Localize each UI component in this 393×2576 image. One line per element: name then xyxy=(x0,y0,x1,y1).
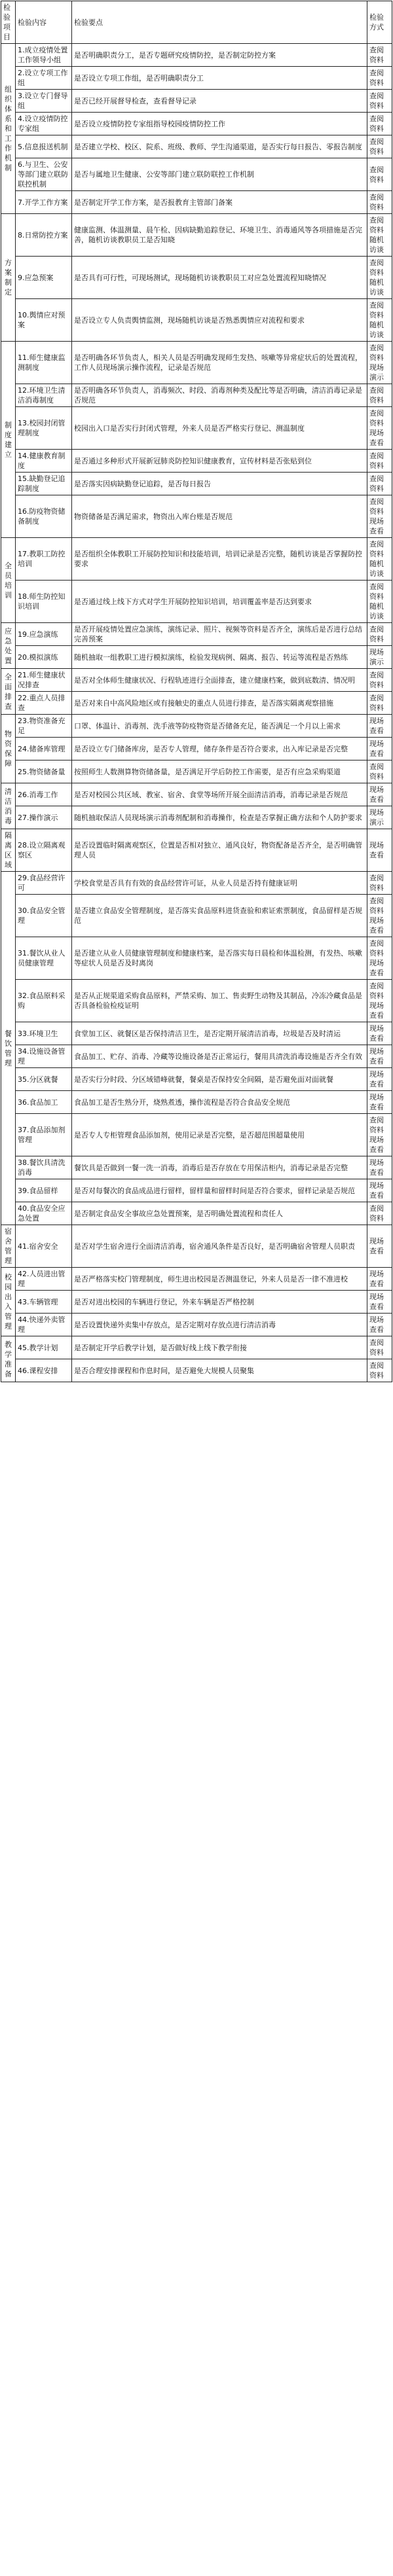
method-cell: 现场演示 xyxy=(367,806,392,829)
method-cell: 查阅资料现场查看 xyxy=(367,895,392,937)
item-cell: 6.与卫生、公安等部门建立联防联控机制 xyxy=(16,158,72,191)
table-row xyxy=(1,646,392,669)
method-cell: 查阅资料 xyxy=(367,158,392,191)
method-cell: 查阅资料 xyxy=(367,135,392,158)
method-cell: 现场查看 xyxy=(367,1022,392,1045)
table-row xyxy=(1,1179,392,1202)
table-row xyxy=(1,623,392,646)
table-row xyxy=(1,895,392,937)
item-cell: 16.防疫物资储备制度 xyxy=(16,495,72,538)
method-cell: 查阅资料 xyxy=(367,44,392,67)
point-cell: 随机抽取保洁人员现场演示消毒剂配制和消毒操作，检查是否掌握正确方法和个人防护要求 xyxy=(72,806,367,829)
method-cell: 现场查看 xyxy=(367,1291,392,1314)
method-cell: 现场查看 xyxy=(367,1268,392,1291)
item-cell: 19.应急演练 xyxy=(16,623,72,646)
item-cell: 29.食品经营许可 xyxy=(16,872,72,895)
point-cell: 餐饮具是否做到一餐一洗一消毒，消毒后是否存放在专用保洁柜内，消毒记录是否完整 xyxy=(72,1156,367,1179)
point-cell: 健康监测、体温测量、晨午检、因病缺勤追踪登记、环境卫生、消毒通风等各项措施是否完善，随机访谈教职员工是否知晓 xyxy=(72,214,367,257)
item-cell: 21.师生健康状况排查 xyxy=(16,669,72,692)
table-row xyxy=(1,715,392,738)
point-cell: 是否设置快递外卖集中存放点，是否定期对存放点进行清洁消毒 xyxy=(72,1314,367,1336)
point-cell: 校园出入口是否实行封闭式管理，外来人员是否严格实行登记、测温制度 xyxy=(72,407,367,450)
item-cell: 33.环境卫生 xyxy=(16,1022,72,1045)
table-row xyxy=(1,692,392,715)
item-cell: 1.成立疫情处置工作领导小组 xyxy=(16,44,72,67)
table-row xyxy=(1,214,392,257)
point-cell: 是否专人专柜管理食品添加剂，使用记录是否完整，是否超范围超量使用 xyxy=(72,1114,367,1156)
header-row xyxy=(1,1,392,44)
point-cell: 是否对全体师生健康状况、行程轨迹进行全面排查，建立健康档案，做到底数清、情况明 xyxy=(72,669,367,692)
table-row xyxy=(1,384,392,407)
point-cell: 是否制定食品安全事故应急处置预案，是否明确处置流程和责任人 xyxy=(72,1202,367,1225)
method-cell: 现场查看 xyxy=(367,1179,392,1202)
method-cell: 查阅资料随机访谈 xyxy=(367,257,392,299)
table-row xyxy=(1,581,392,623)
table-row xyxy=(1,669,392,692)
method-cell: 现场查看 xyxy=(367,829,392,872)
category-cell: 制度建立 xyxy=(1,342,16,538)
point-cell: 是否对来自中高风险地区或有接触史的重点人员进行排查，是否落实隔离观察措施 xyxy=(72,692,367,715)
table-row xyxy=(1,738,392,760)
point-cell: 是否实行分时段、分区域错峰就餐，餐桌是否保持安全间隔，是否避免面对面就餐 xyxy=(72,1068,367,1091)
point-cell: 是否落实因病缺勤登记追踪，是否每日报告 xyxy=(72,473,367,495)
method-cell: 查阅资料 xyxy=(367,872,392,895)
item-cell: 9.应急预案 xyxy=(16,257,72,299)
item-cell: 36.食品加工 xyxy=(16,1091,72,1114)
table-row xyxy=(1,90,392,113)
point-cell: 是否对校园公共区域、教室、宿舍、食堂等场所开展全面清洁消毒，消毒记录是否规范 xyxy=(72,783,367,806)
item-cell: 8.日常防控方案 xyxy=(16,214,72,257)
table-row xyxy=(1,1268,392,1291)
method-cell: 查阅资料现场演示 xyxy=(367,342,392,384)
method-cell: 查阅资料现场查看 xyxy=(367,937,392,980)
table-row xyxy=(1,342,392,384)
point-cell: 是否明确各环节负责人，消毒频次、时段、消毒剂种类及配比等是否明确，清洁消毒记录是否规范 xyxy=(72,384,367,407)
method-cell: 查阅资料随机访谈 xyxy=(367,214,392,257)
method-cell: 查阅资料 xyxy=(367,67,392,90)
item-cell: 42.人员进出管理 xyxy=(16,1268,72,1291)
item-cell: 20.模拟演练 xyxy=(16,646,72,669)
point-cell: 是否设立疫情防控专家组指导校园疫情防控工作 xyxy=(72,113,367,135)
method-cell: 查阅资料 xyxy=(367,1336,392,1359)
method-cell: 现场查看 xyxy=(367,1068,392,1091)
item-cell: 46.课程安排 xyxy=(16,1359,72,1382)
point-cell: 是否对学生宿舍进行全面清洁消毒，宿舍通风条件是否良好，是否明确宿舍管理人员职责 xyxy=(72,1225,367,1268)
table-row xyxy=(1,299,392,342)
point-cell: 食品加工、贮存、消毒、冷藏等设施设备是否正常运行，餐用具清洗消毒设施是否齐全有效 xyxy=(72,1045,367,1068)
point-cell: 是否建立食品安全管理制度，是否落实食品原料进货查验和索证索票制度，食品留样是否规范 xyxy=(72,895,367,937)
point-cell: 是否对进出校园的车辆进行登记，外来车辆是否严格控制 xyxy=(72,1291,367,1314)
table-row xyxy=(1,191,392,214)
point-cell: 是否已经开展督导检查，查看督导记录 xyxy=(72,90,367,113)
method-cell: 现场查看 xyxy=(367,1225,392,1268)
item-cell: 30.食品安全管理 xyxy=(16,895,72,937)
method-cell: 查阅资料现场查看 xyxy=(367,980,392,1022)
method-cell: 查阅资料 xyxy=(367,90,392,113)
point-cell: 口罩、体温计、消毒剂、洗手液等防疫物资是否储备充足，能否满足一个月以上需求 xyxy=(72,715,367,738)
point-cell: 是否组织全体教职工开展防控知识和技能培训，培训记录是否完整，随机访谈是否掌握防控要求 xyxy=(72,538,367,581)
method-cell: 现场演示 xyxy=(367,646,392,669)
method-cell: 查阅资料 xyxy=(367,669,392,692)
item-cell: 15.缺勤登记追踪制度 xyxy=(16,473,72,495)
item-cell: 17.教职工防控培训 xyxy=(16,538,72,581)
table-row xyxy=(1,1291,392,1314)
item-cell: 22.重点人员排查 xyxy=(16,692,72,715)
table-row xyxy=(1,158,392,191)
table-row xyxy=(1,1045,392,1068)
header-item: 检验内容 xyxy=(16,1,72,44)
method-cell: 查阅资料 xyxy=(367,191,392,214)
point-cell: 是否通过多种形式开展新冠肺炎防控知识健康教育，宣传材料是否张贴到位 xyxy=(72,450,367,473)
item-cell: 40.食品安全应急处置 xyxy=(16,1202,72,1225)
method-cell: 查阅资料 xyxy=(367,760,392,783)
method-cell: 查阅资料随机访谈 xyxy=(367,299,392,342)
item-cell: 4.设立疫情防控专家组 xyxy=(16,113,72,135)
point-cell: 是否通过线上线下方式对学生开展防控知识培训，培训覆盖率是否达到要求 xyxy=(72,581,367,623)
item-cell: 14.健康教育制度 xyxy=(16,450,72,473)
table-row xyxy=(1,1314,392,1336)
point-cell: 是否制定开学后教学计划，是否做好线上线下教学衔接 xyxy=(72,1336,367,1359)
item-cell: 23.物资准备充足 xyxy=(16,715,72,738)
method-cell: 现场查看 xyxy=(367,738,392,760)
point-cell: 是否明确各环节负责人，相关人员是否明确发现师生发热、咳嗽等异常症状后的处置流程，工作人员现场演示操作流程，记录是否规范 xyxy=(72,342,367,384)
table-row xyxy=(1,760,392,783)
method-cell: 查阅资料随机访谈 xyxy=(367,538,392,581)
item-cell: 41.宿舍安全 xyxy=(16,1225,72,1268)
inspection-table xyxy=(1,1,392,1382)
header-point: 检验要点 xyxy=(72,1,367,44)
table-row xyxy=(1,257,392,299)
category-cell: 餐饮管理 xyxy=(1,872,16,1225)
table-body xyxy=(1,44,392,1382)
item-cell: 39.食品留样 xyxy=(16,1179,72,1202)
method-cell: 查阅资料随机访谈 xyxy=(367,581,392,623)
category-cell: 全面排查 xyxy=(1,669,16,715)
table-row xyxy=(1,113,392,135)
item-cell: 35.分区就餐 xyxy=(16,1068,72,1091)
table-row xyxy=(1,1022,392,1045)
table-row xyxy=(1,538,392,581)
item-cell: 43.车辆管理 xyxy=(16,1291,72,1314)
table-row xyxy=(1,1156,392,1179)
point-cell: 是否对每餐次的食品成品进行留样，留样量和留样时间是否符合要求，留样记录是否规范 xyxy=(72,1179,367,1202)
table-row xyxy=(1,135,392,158)
table-row xyxy=(1,937,392,980)
point-cell: 随机抽取一组教职工进行模拟演练，检验发现病例、隔离、报告、转运等流程是否熟练 xyxy=(72,646,367,669)
point-cell: 是否建立学校、校区、院系、班级、教师、学生沟通渠道，是否实行每日报告、零报告制度 xyxy=(72,135,367,158)
table-row xyxy=(1,829,392,872)
point-cell: 是否与属地卫生健康、公安等部门建立联防联控工作机制 xyxy=(72,158,367,191)
table-row xyxy=(1,450,392,473)
method-cell: 查阅资料现场查看 xyxy=(367,1114,392,1156)
method-cell: 现场查看 xyxy=(367,715,392,738)
method-cell: 查阅资料现场查看 xyxy=(367,495,392,538)
point-cell: 学校食堂是否具有有效的食品经营许可证，从业人员是否持有健康证明 xyxy=(72,872,367,895)
point-cell: 食品加工是否生熟分开，烧熟煮透，操作流程是否符合食品安全规范 xyxy=(72,1091,367,1114)
method-cell: 现场查看 xyxy=(367,1045,392,1068)
table-row xyxy=(1,67,392,90)
point-cell: 食堂加工区、就餐区是否保持清洁卫生，是否定期开展清洁消毒，垃圾是否及时清运 xyxy=(72,1022,367,1045)
method-cell: 查阅资料 xyxy=(367,473,392,495)
table-row xyxy=(1,473,392,495)
category-cell: 物资保障 xyxy=(1,715,16,783)
table-row xyxy=(1,783,392,806)
item-cell: 31.餐饮从业人员健康管理 xyxy=(16,937,72,980)
item-cell: 7.开学工作方案 xyxy=(16,191,72,214)
item-cell: 10.舆情应对预案 xyxy=(16,299,72,342)
method-cell: 查阅资料 xyxy=(367,1202,392,1225)
item-cell: 3.设立专门督导组 xyxy=(16,90,72,113)
table-row xyxy=(1,407,392,450)
point-cell: 是否设立专项工作组，是否明确职责分工 xyxy=(72,67,367,90)
item-cell: 12.环境卫生清洁消毒制度 xyxy=(16,384,72,407)
method-cell: 现场查看 xyxy=(367,1314,392,1336)
point-cell: 是否建立从业人员健康管理制度和健康档案，是否落实每日晨检和体温检测，有发热、咳嗽等症状人员是否及时离岗 xyxy=(72,937,367,980)
method-cell: 查阅资料 xyxy=(367,692,392,715)
item-cell: 25.物资储备量 xyxy=(16,760,72,783)
item-cell: 38.餐饮具清洗消毒 xyxy=(16,1156,72,1179)
method-cell: 查阅资料现场查看 xyxy=(367,407,392,450)
method-cell: 现场查看 xyxy=(367,783,392,806)
method-cell: 查阅资料 xyxy=(367,384,392,407)
table-row xyxy=(1,1225,392,1268)
category-cell: 隔离区域 xyxy=(1,829,16,872)
category-cell: 宿舍管理 xyxy=(1,1225,16,1268)
table-row xyxy=(1,980,392,1022)
item-cell: 11.师生健康监测制度 xyxy=(16,342,72,384)
point-cell: 是否明确职责分工，是否专题研究疫情防控，是否制定防控方案 xyxy=(72,44,367,67)
point-cell: 是否严格落实校门管理制度，师生进出校园是否测温登记，外来人员是否一律不准进校 xyxy=(72,1268,367,1291)
item-cell: 18.师生防控知识培训 xyxy=(16,581,72,623)
category-cell: 应急处置 xyxy=(1,623,16,669)
item-cell: 27.操作演示 xyxy=(16,806,72,829)
category-cell: 清洁消毒 xyxy=(1,783,16,829)
point-cell: 物资储备是否满足需求，物资出入库台账是否规范 xyxy=(72,495,367,538)
table-row xyxy=(1,1202,392,1225)
category-cell: 方案制定 xyxy=(1,214,16,342)
point-cell: 是否设置临时隔离观察区，位置是否相对独立、通风良好，物资配备是否齐全，是否明确管理人员 xyxy=(72,829,367,872)
table-row xyxy=(1,806,392,829)
item-cell: 24.储备库管理 xyxy=(16,738,72,760)
item-cell: 28.设立隔离观察区 xyxy=(16,829,72,872)
category-cell: 校园出入管理 xyxy=(1,1268,16,1336)
method-cell: 查阅资料 xyxy=(367,113,392,135)
point-cell: 是否合理安排课程和作息时间，是否避免大规模人员聚集 xyxy=(72,1359,367,1382)
table-row xyxy=(1,872,392,895)
method-cell: 查阅资料 xyxy=(367,450,392,473)
header-method: 检验方式 xyxy=(367,1,392,44)
point-cell: 是否设立专人负责舆情监测，现场随机访谈是否熟悉舆情应对流程和要求 xyxy=(72,299,367,342)
table-row xyxy=(1,1114,392,1156)
category-cell: 组织体系和工作机制 xyxy=(1,44,16,214)
item-cell: 26.消毒工作 xyxy=(16,783,72,806)
table-row xyxy=(1,1359,392,1382)
item-cell: 32.食品原料采购 xyxy=(16,980,72,1022)
point-cell: 按照师生人数测算物资储备量，是否满足开学后防控工作需要，是否有应急采购渠道 xyxy=(72,760,367,783)
header-category: 检验项目 xyxy=(1,1,16,44)
point-cell: 是否从正规渠道采购食品原料，严禁采购、加工、售卖野生动物及其制品，冷冻冷藏食品是否具备检验检疫证明 xyxy=(72,980,367,1022)
point-cell: 是否具有可行性，可现场测试，现场随机访谈教职员工对应急处置流程知晓情况 xyxy=(72,257,367,299)
item-cell: 45.教学计划 xyxy=(16,1336,72,1359)
method-cell: 查阅资料 xyxy=(367,1359,392,1382)
item-cell: 44.快递外卖管理 xyxy=(16,1314,72,1336)
item-cell: 34.设施设备管理 xyxy=(16,1045,72,1068)
item-cell: 2.设立专项工作组 xyxy=(16,67,72,90)
point-cell: 是否开展疫情处置应急演练，演练记录、照片、视频等资料是否齐全，演练后是否进行总结完善预案 xyxy=(72,623,367,646)
table-row xyxy=(1,1091,392,1114)
item-cell: 13.校园封闭管理制度 xyxy=(16,407,72,450)
point-cell: 是否设立专门储备库房，是否专人管理，储存条件是否符合要求，出入库记录是否完整 xyxy=(72,738,367,760)
method-cell: 现场查看 xyxy=(367,1091,392,1114)
table-row xyxy=(1,495,392,538)
item-cell: 5.信息报送机制 xyxy=(16,135,72,158)
table-row xyxy=(1,1336,392,1359)
point-cell: 是否制定开学工作方案，是否报教育主管部门备案 xyxy=(72,191,367,214)
table-row xyxy=(1,44,392,67)
table-row xyxy=(1,1068,392,1091)
method-cell: 查阅资料 xyxy=(367,623,392,646)
category-cell: 教学准备 xyxy=(1,1336,16,1382)
category-cell: 全员培训 xyxy=(1,538,16,623)
item-cell: 37.食品添加剂管理 xyxy=(16,1114,72,1156)
method-cell: 现场查看 xyxy=(367,1156,392,1179)
